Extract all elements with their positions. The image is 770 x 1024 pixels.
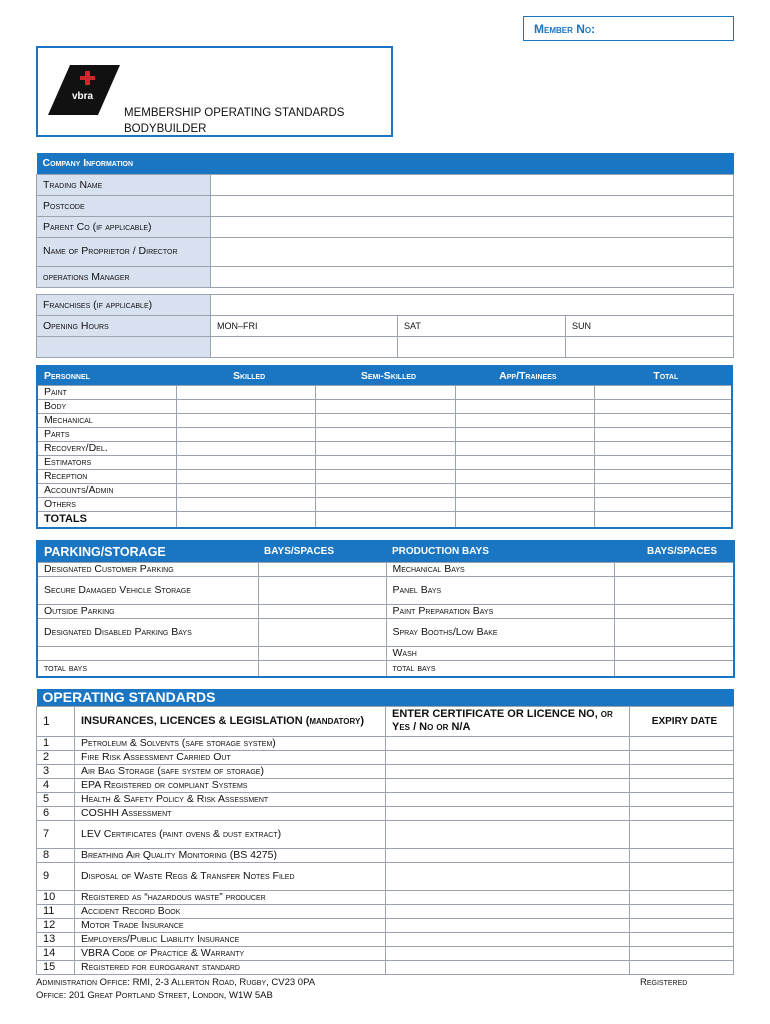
footer-office: Office: 201 Great Portland Street, London, W1W 5AB [36,990,273,1001]
expiry-field[interactable] [630,806,734,820]
standard-number: 2 [37,750,75,764]
mechanical-bays-label: Mechanical Bays [386,562,614,576]
sun-field[interactable]: SUN [566,316,734,337]
member-number-box[interactable] [523,16,734,41]
cell[interactable] [614,604,734,618]
cell[interactable] [258,646,386,660]
standard-row [37,778,734,792]
skilled-heading: Skilled [232,369,266,382]
personnel-row [37,455,732,469]
personnel-row-label: Body [37,399,176,413]
certificate-field[interactable] [386,946,630,960]
standard-label: Accident Record Book [75,904,386,918]
certificate-field[interactable] [386,918,630,932]
standard-number: 5 [37,792,75,806]
expiry-field[interactable] [630,792,734,806]
personnel-cell[interactable] [316,399,455,413]
personnel-cell[interactable] [316,497,455,511]
cell[interactable] [614,646,734,660]
standard-row [37,792,734,806]
personnel-row [37,427,732,441]
certificate-field[interactable] [386,890,630,904]
personnel-cell[interactable] [176,441,315,455]
cell[interactable] [258,576,386,604]
personnel-row-label: Recovery/Del. [37,441,176,455]
personnel-cell[interactable] [316,455,455,469]
standard-number: 8 [37,848,75,862]
cell[interactable] [316,511,455,528]
totals-label: TOTALS [37,511,176,528]
standard-row [37,764,734,778]
expiry-field[interactable] [630,750,734,764]
personnel-row [37,469,732,483]
personnel-cell[interactable] [176,399,315,413]
bays-spaces-heading: BAYS/SPACES [264,546,335,558]
standard-row [37,736,734,750]
personnel-row-label: Others [37,497,176,511]
total-bays-left-label: total bays [37,660,258,677]
disabled-parking-label: Designated Disabled Parking Bays [37,618,258,646]
personnel-cell[interactable] [595,469,732,483]
spray-booths-label: Spray Booths/Low Bake [386,618,614,646]
personnel-row-label: Parts [37,427,176,441]
standard-row [37,848,734,862]
vbra-logo [48,65,120,115]
company-info-heading: Company Information [42,157,134,170]
col-number: 1 [37,706,75,736]
standard-row [37,960,734,974]
personnel-cell[interactable] [316,385,455,399]
standard-number: 1 [37,736,75,750]
franchises-label: Franchises (if applicable) [37,295,211,316]
standard-row [37,890,734,904]
personnel-cell[interactable] [316,469,455,483]
certificate-field[interactable] [386,960,630,974]
cell[interactable] [455,511,594,528]
personnel-cell[interactable] [595,413,732,427]
logo-text: vbra [72,91,94,102]
personnel-cell[interactable] [176,469,315,483]
personnel-cell[interactable] [595,399,732,413]
certificate-field[interactable] [386,862,630,890]
cell[interactable] [258,562,386,576]
expiry-field[interactable] [630,904,734,918]
standard-label: Air Bag Storage (safe system of storage) [75,764,386,778]
expiry-date-heading: EXPIRY DATE [630,706,734,736]
cell[interactable] [37,646,258,660]
expiry-field[interactable] [630,820,734,848]
standard-number: 13 [37,932,75,946]
personnel-row [37,497,732,511]
parent-co-label: Parent Co (if applicable) [37,216,211,237]
personnel-cell[interactable] [455,385,594,399]
document-title: MEMBERSHIP OPERATING STANDARDS [124,107,345,119]
standard-row [37,918,734,932]
standard-number: 7 [37,820,75,848]
standard-row [37,932,734,946]
cell[interactable] [258,618,386,646]
personnel-cell[interactable] [455,427,594,441]
standard-label: Health & Safety Policy & Risk Assessment [75,792,386,806]
personnel-cell[interactable] [455,455,594,469]
standard-number: 11 [37,904,75,918]
franchise-table [36,294,734,358]
proprietor-field[interactable] [211,237,734,266]
app-trainees-heading: App/Trainees [499,369,557,382]
cell[interactable] [614,618,734,646]
personnel-row [37,483,732,497]
document-subtitle: BODYBUILDER [124,123,207,135]
trading-name-field[interactable] [211,174,734,195]
standard-label: Petroleum & Solvents (safe storage system) [75,736,386,750]
proprietor-label: Name of Proprietor / Director [37,237,211,266]
operating-heading: OPERATING STANDARDS [42,689,216,706]
blank-label-cell [37,337,211,358]
certificate-field[interactable] [386,904,630,918]
semi-skilled-heading: Semi-Skilled [360,369,417,382]
cell[interactable] [595,511,732,528]
hours-field[interactable] [566,337,734,358]
standard-number: 15 [37,960,75,974]
expiry-field[interactable] [630,848,734,862]
panel-bays-label: Panel Bays [386,576,614,604]
expiry-field[interactable] [630,960,734,974]
personnel-row [37,441,732,455]
hours-field[interactable] [211,337,398,358]
standard-row [37,904,734,918]
personnel-cell[interactable] [455,469,594,483]
standard-number: 12 [37,918,75,932]
expiry-field[interactable] [630,736,734,750]
personnel-cell[interactable] [595,455,732,469]
mon-fri-field[interactable]: MON–FRI [211,316,398,337]
personnel-cell[interactable] [595,441,732,455]
certificate-field[interactable] [386,792,630,806]
footer-admin-office: Administration Office: RMI, 2-3 Allerton Road, Rugby, CV23 0PA [36,977,316,988]
personnel-cell[interactable] [176,455,315,469]
certificate-field[interactable] [386,764,630,778]
header-box [36,46,393,137]
standard-label: Disposal of Waste Regs & Transfer Notes Filed [75,862,386,890]
hours-field[interactable] [398,337,566,358]
cell[interactable] [258,660,386,677]
bays-spaces-heading-2: BAYS/SPACES [646,546,717,558]
personnel-row-label: Reception [37,469,176,483]
operating-standards-table [36,689,734,975]
expiry-field[interactable] [630,932,734,946]
standard-number: 14 [37,946,75,960]
standard-number: 9 [37,862,75,890]
personnel-table [36,365,733,529]
personnel-cell[interactable] [595,483,732,497]
personnel-cell[interactable] [316,483,455,497]
opening-hours-label: Opening Hours [37,316,211,337]
personnel-row-label: Estimators [37,455,176,469]
personnel-row-label: Accounts/Admin [37,483,176,497]
personnel-cell[interactable] [455,497,594,511]
operations-manager-field[interactable] [211,266,734,287]
parking-table [36,540,735,678]
standard-row [37,820,734,848]
certificate-field[interactable] [386,806,630,820]
standard-row [37,862,734,890]
personnel-row [37,385,732,399]
certificate-field[interactable] [386,848,630,862]
postcode-label: Postcode [37,195,211,216]
postcode-field[interactable] [211,195,734,216]
certificate-field[interactable] [386,820,630,848]
parent-co-field[interactable] [211,216,734,237]
standard-row [37,806,734,820]
company-info-table [36,153,734,288]
personnel-cell[interactable] [316,413,455,427]
standard-label: COSHH Assessment [75,806,386,820]
standard-row [37,750,734,764]
production-bays-heading: PRODUCTION BAYS [392,546,489,558]
customer-parking-label: Designated Customer Parking [37,562,258,576]
parking-heading: PARKING/STORAGE [44,544,166,559]
personnel-heading: Personnel [44,369,90,382]
standard-number: 3 [37,764,75,778]
damaged-vehicle-label: Secure Damaged Vehicle Storage [37,576,258,604]
expiry-field[interactable] [630,918,734,932]
personnel-cell[interactable] [595,497,732,511]
footer-registered: Registered [640,977,688,988]
standard-number: 10 [37,890,75,904]
personnel-cell[interactable] [316,427,455,441]
wash-label: Wash [386,646,614,660]
certificate-field[interactable] [386,736,630,750]
expiry-field[interactable] [630,862,734,890]
personnel-cell[interactable] [176,483,315,497]
certificate-heading: ENTER CERTIFICATE OR LICENCE NO, or Yes / No or N/A [386,706,630,736]
certificate-field[interactable] [386,750,630,764]
standard-label: LEV Certificates (paint ovens & dust extract) [75,820,386,848]
outside-parking-label: Outside Parking [37,604,258,618]
standard-label: EPA Registered or compliant Systems [75,778,386,792]
standard-label: Breathing Air Quality Monitoring (BS 4275) [75,848,386,862]
sat-field[interactable]: SAT [398,316,566,337]
standard-label: VBRA Code of Practice & Warranty [75,946,386,960]
personnel-row-label: Mechanical [37,413,176,427]
personnel-row [37,399,732,413]
personnel-row-label: Paint [37,385,176,399]
personnel-cell[interactable] [176,497,315,511]
total-bays-right-label: total bays [386,660,614,677]
personnel-cell[interactable] [595,385,732,399]
member-number-label: Member No: [534,22,596,36]
personnel-cell[interactable] [455,399,594,413]
standard-number: 6 [37,806,75,820]
cell[interactable] [614,660,734,677]
total-heading: Total [653,369,679,382]
cell[interactable] [614,576,734,604]
personnel-cell[interactable] [595,427,732,441]
personnel-cell[interactable] [455,441,594,455]
personnel-cell[interactable] [176,427,315,441]
standard-label: Registered for eurogarant standard [75,960,386,974]
certificate-field[interactable] [386,932,630,946]
standard-label: Motor Trade Insurance [75,918,386,932]
personnel-cell[interactable] [455,483,594,497]
paint-prep-label: Paint Preparation Bays [386,604,614,618]
standard-row [37,946,734,960]
cell[interactable] [176,511,315,528]
certificate-field[interactable] [386,778,630,792]
expiry-field[interactable] [630,764,734,778]
personnel-cell[interactable] [455,413,594,427]
personnel-cell[interactable] [316,441,455,455]
personnel-cell[interactable] [176,385,315,399]
standard-label: Employers/Public Liability Insurance [75,932,386,946]
expiry-field[interactable] [630,890,734,904]
expiry-field[interactable] [630,778,734,792]
standard-number: 4 [37,778,75,792]
insurances-heading: INSURANCES, LICENCES & LEGISLATION (mandatory) [75,706,386,736]
standard-label: Fire Risk Assessment Carried Out [75,750,386,764]
trading-name-label: Trading Name [37,174,211,195]
cell[interactable] [614,562,734,576]
expiry-field[interactable] [630,946,734,960]
personnel-row [37,413,732,427]
franchises-field[interactable] [211,295,734,316]
standard-label: Registered as “hazardous waste” producer [75,890,386,904]
personnel-cell[interactable] [176,413,315,427]
cell[interactable] [258,604,386,618]
operations-manager-label: operations Manager [37,266,211,287]
